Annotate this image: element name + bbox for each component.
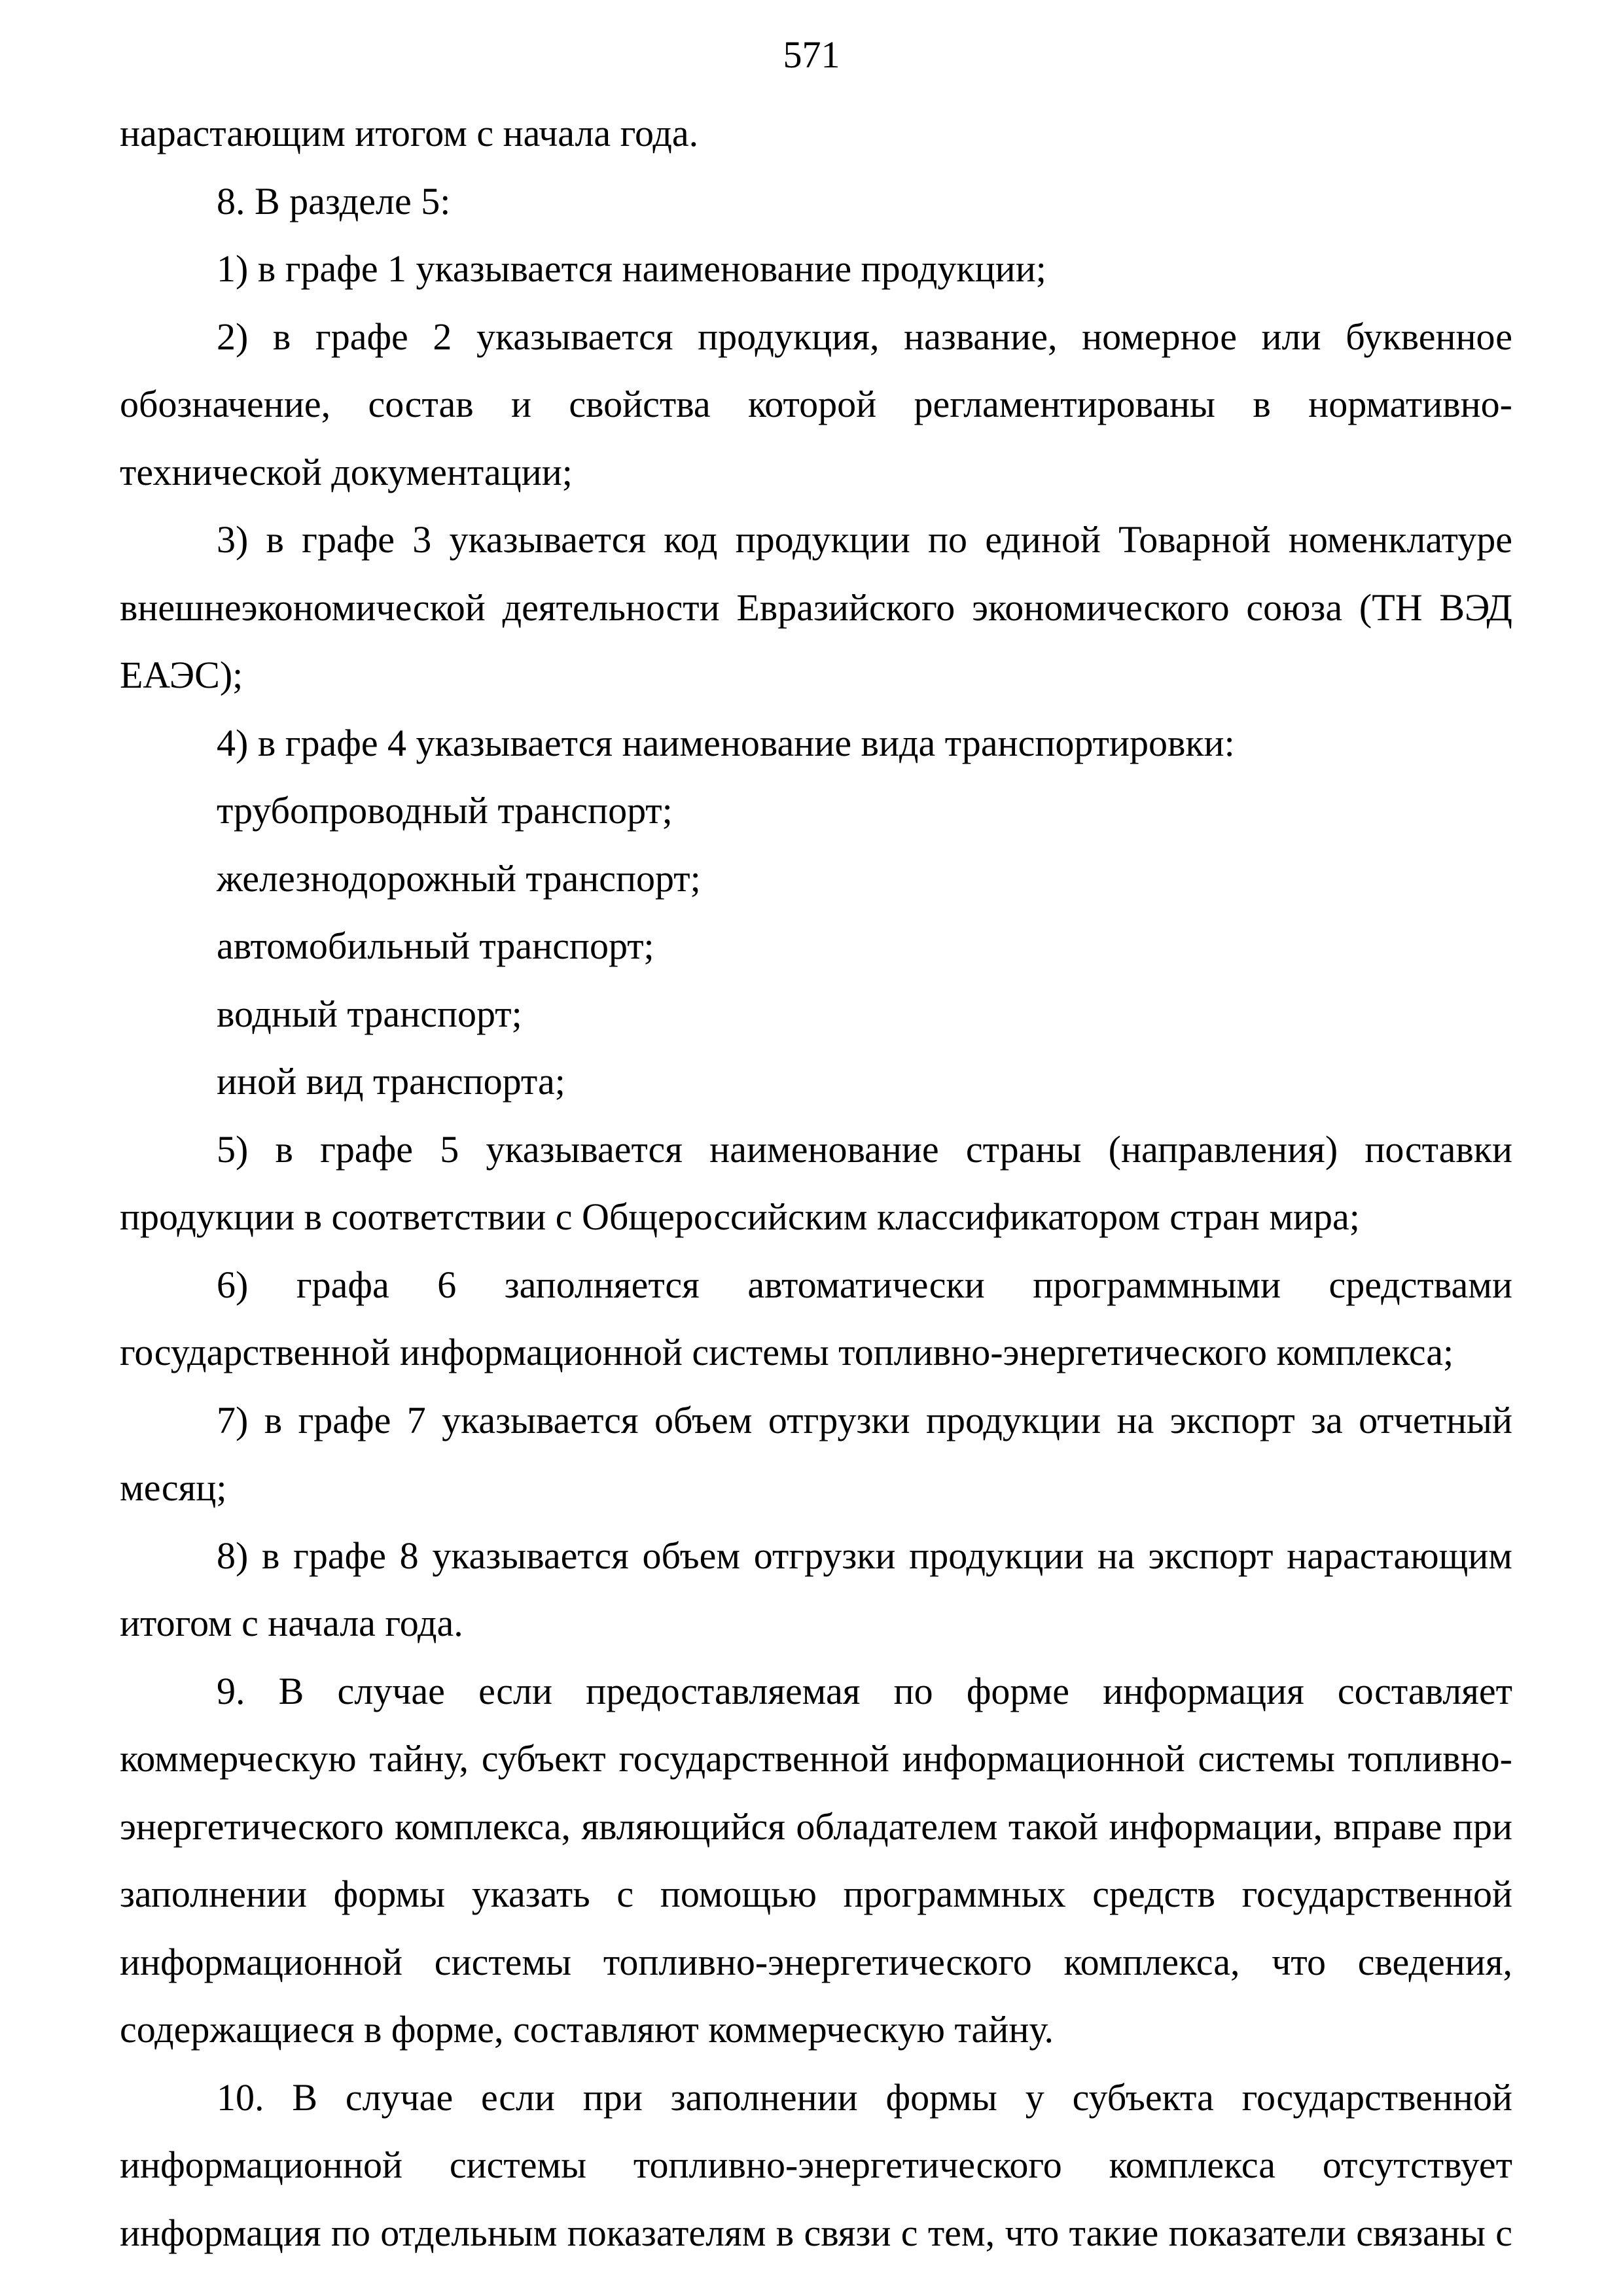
paragraph-column-1: 1) в графе 1 указывается наименование продукции; bbox=[217, 247, 1046, 290]
document-body bbox=[120, 99, 1512, 2267]
paragraph-column-4: 4) в графе 4 указывается наименование вида транспортировки: bbox=[217, 721, 1235, 764]
paragraph-section-9: 9. В случае если предоставляемая по форме информация составляет коммерческую тайну, субъект государственной информационной системы топливно-энергетического комплекса, являющийся обладателем такой информации, вправе при заполнении формы указать с помощью программных средств государственной информационной системы топливно-энергетического комплекса, что сведения, содержащиеся в форме, составляют коммерческую тайну. bbox=[120, 1669, 1512, 2051]
paragraph-column-3: 3) в графе 3 указывается код продукции по единой Товарной номенклатуре внешнеэкономической деятельности Евразийского экономического союза (ТН ВЭД ЕАЭС); bbox=[120, 518, 1512, 696]
paragraph-column-8: 8) в графе 8 указывается объем отгрузки продукции на экспорт нарастающим итогом с начала года. bbox=[120, 1534, 1512, 1644]
paragraph-continuation: нарастающим итогом с начала года. bbox=[120, 112, 699, 154]
paragraph-column-5: 5) в графе 5 указывается наименование страны (направления) поставки продукции в соответствии с Общероссийским классификатором стран мира; bbox=[120, 1127, 1512, 1238]
paragraph-column-7: 7) в графе 7 указывается объем отгрузки продукции на экспорт за отчетный месяц; bbox=[120, 1398, 1512, 1509]
list-item-road-transport: автомобильный транспорт; bbox=[217, 925, 654, 967]
list-item-railway-transport: железнодорожный транспорт; bbox=[217, 857, 701, 900]
page-number: 571 bbox=[783, 33, 840, 76]
paragraph-section-10: 10. В случае если при заполнении формы у субъекта государственной информационной системы топливно-энергетического комплекса отсутствует информация по отдельным показателям в связи с тем, что такие показатели связаны с bbox=[120, 2075, 1512, 2254]
paragraph-column-6: 6) графа 6 заполняется автоматически программными средствами государственной информационной системы топливно-энергетического комплекса; bbox=[120, 1263, 1512, 1373]
list-item-other-transport: иной вид транспорта; bbox=[217, 1060, 565, 1103]
paragraph-section-8-heading: 8. В разделе 5: bbox=[217, 179, 451, 222]
list-item-water-transport: водный транспорт; bbox=[217, 992, 522, 1035]
paragraph-column-2: 2) в графе 2 указывается продукция, название, номерное или буквенное обозначение, состав и свойства которой регламентированы в нормативно-технической документации; bbox=[120, 315, 1512, 493]
list-item-pipeline-transport: трубопроводный транспорт; bbox=[217, 789, 673, 832]
